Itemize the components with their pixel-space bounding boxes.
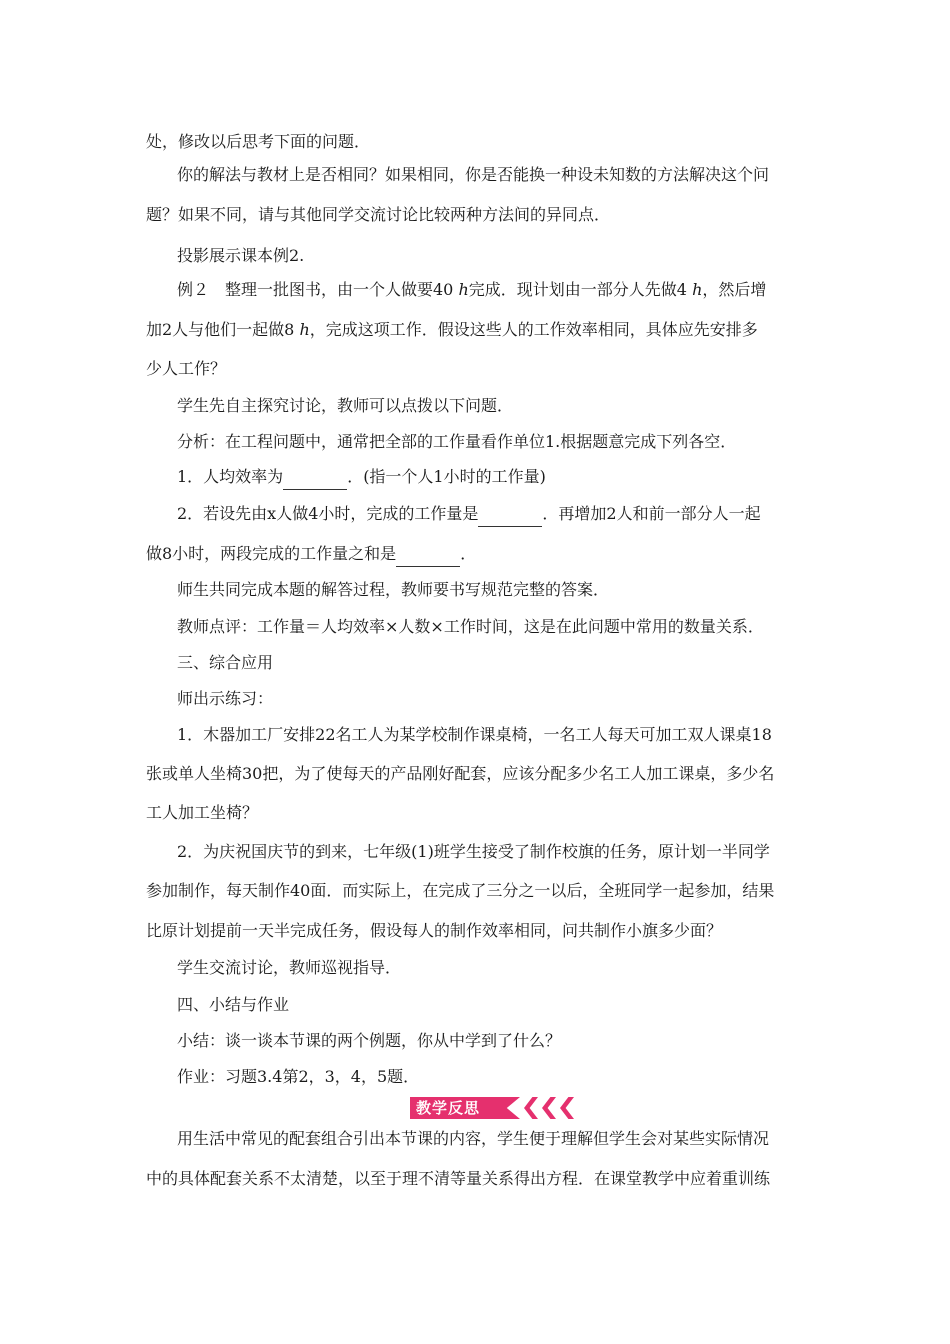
question-line-2: 题？如果不同，请与其他同学交流讨论比较两种方法间的异同点． (146, 205, 611, 224)
paragraph-continuation: 处，修改以后思考下面的问题． (146, 132, 371, 151)
chevron-left-icon (560, 1097, 574, 1119)
fill-question-1 (177, 467, 839, 490)
summary-line: 小结：谈一谈本节课的两个例题，你从中学到了什么？ (177, 1031, 562, 1050)
answer-blank (396, 546, 460, 567)
question-text: 做8小时，两段完成的工作量之和是 (146, 544, 397, 563)
projection-note: 投影展示课本例2. (177, 246, 305, 265)
exercise-1-line-3: 工人加工坐椅？ (146, 803, 259, 822)
question-text: 1．人均效率为 (177, 467, 284, 486)
hour-unit: h (458, 280, 469, 299)
exchange-note: 学生交流讨论，教师巡视指导． (177, 958, 402, 977)
exercise-2-line-3: 比原计划提前一天半完成任务，假设每人的制作效率相同，问共制作小旗多少面？ (146, 921, 723, 940)
hour-unit: h (299, 320, 310, 339)
example-2-line-3: 少人工作？ (146, 359, 227, 378)
fill-question-2-line-1 (177, 504, 839, 527)
reflection-line-1: 用生活中常见的配套组合引出本节课的内容，学生便于理解但学生会对某些实际情况 (177, 1129, 770, 1148)
banner-title: 教学反思 (416, 1099, 481, 1117)
question-text: ． (460, 544, 477, 563)
analysis-line: 分析：在工程问题中，通常把全部的工作量看作单位1.根据题意完成下列各空． (177, 432, 737, 451)
question-text: ．再增加2人和前一部分人一起 (542, 504, 761, 523)
reflection-banner (410, 1097, 580, 1119)
question-text: ．(指一个人1小时的工作量) (347, 467, 546, 486)
exercise-intro: 师出示练习： (177, 689, 274, 708)
fill-question-2-line-2 (146, 544, 808, 567)
example-2-line-2 (146, 320, 808, 340)
homework-line: 作业：习题3.4第2，3，4，5题． (177, 1067, 420, 1086)
example-2-text: ，然后增 (702, 280, 767, 299)
hour-unit: h (692, 280, 703, 299)
example-2-line-1 (177, 280, 839, 300)
discussion-note: 学生先自主探究讨论，教师可以点拨以下问题． (177, 396, 514, 415)
answer-blank (283, 469, 347, 490)
exercise-1-line-1: 1．木器加工厂安排22名工人为某学校制作课桌椅，一名工人每天可加工双人课桌18 (177, 725, 772, 744)
section-heading-3: 三、综合应用 (177, 653, 274, 672)
example-2-text: 例２ 整理一批图书，由一个人做要40 (177, 280, 454, 299)
exercise-2-line-1: 2．为庆祝国庆节的到来，七年级(1)班学生接受了制作校旗的任务，原计划一半同学 (177, 842, 770, 861)
reflection-line-2: 中的具体配套关系不太清楚，以至于理不清等量关系得出方程．在课堂教学中应着重训练 (146, 1169, 771, 1188)
exercise-1-line-2: 张或单人坐椅30把，为了使每天的产品刚好配套，应该分配多少名工人加工课桌，多少名 (146, 764, 775, 783)
solution-note: 师生共同完成本题的解答过程，教师要书写规范完整的答案． (177, 580, 610, 599)
question-text: 2．若设先由x人做4小时，完成的工作量是 (177, 504, 479, 523)
teacher-comment: 教师点评：工作量＝人均效率×人数×工作时间，这是在此问题中常用的数量关系． (177, 617, 764, 636)
question-line-1: 你的解法与教材上是否相同？如果相同，你是否能换一种设未知数的方法解决这个问 (177, 165, 770, 184)
chevron-left-icon (524, 1097, 538, 1119)
answer-blank (478, 506, 542, 527)
section-heading-4: 四、小结与作业 (177, 995, 290, 1014)
example-2-text: 完成．现计划由一部分人先做4 (468, 280, 687, 299)
exercise-2-line-2: 参加制作，每天制作40面．而实际上，在完成了三分之一以后，全班同学一起参加，结果 (146, 881, 775, 900)
chevron-left-icon (542, 1097, 556, 1119)
example-2-text: 加2人与他们一起做8 (146, 320, 295, 339)
example-2-text: ，完成这项工作．假设这些人的工作效率相同，具体应先安排多 (309, 320, 758, 339)
